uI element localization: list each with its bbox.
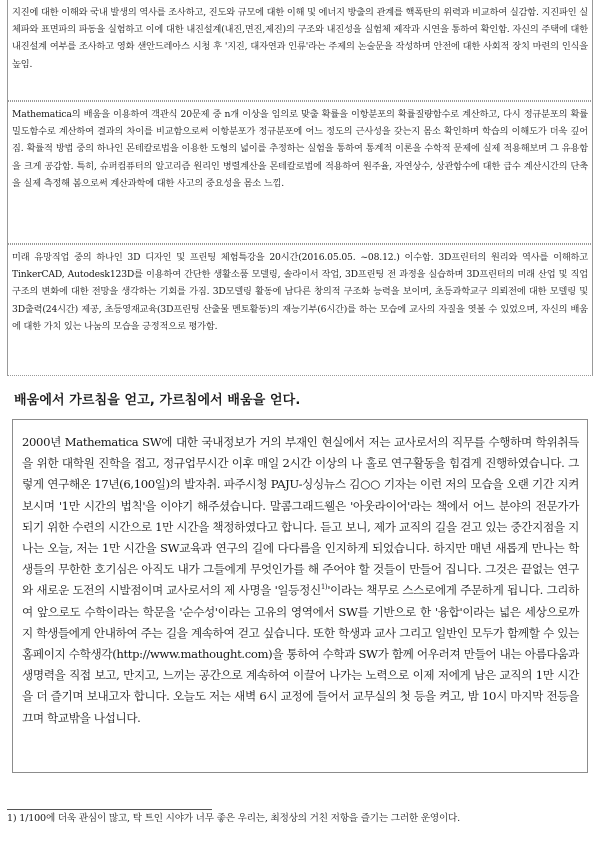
footnote-divider [7, 809, 212, 810]
record-box-3d-printing: 미래 유망직업 중의 하나인 3D 디자인 및 프린팅 체험특강을 20시간(2016.05.05. ~08.12.) 이수함. 3D프린터의 원리와 역사를 이해하고 TinkerCAD, Autodesk123D를 이용하여 간단한 생활소품 모델링, 솔라이서 작업, 3D프린팅 전 과정을 실습하며 3D프린터의 미래 산업 및 직업구조의 변화에 대한 전망을 생각하는 기회를 가짐. 3D모델링 활동에 남다른 창의적 구조화 능력을 보이며, 초등과학교구 의뢰전에 대한 모델링 및 3D출력(24시간) 제공, 초등영재교육(3D프린팅 산출물 멘토활동)의 재능기부(6시간)를 하는 모습에 교사의 자질을 엿볼 수 있었으며, 자신의 배움에 대한 가치 있는 나눔의 모습을 긍정적으로 평가함. [7, 244, 593, 376]
record-box-earthquake: 지진에 대한 이해와 국내 발생의 역사를 조사하고, 진도와 규모에 대한 이해 및 에너지 방출의 관계를 핵폭탄의 위력과 비교하여 실감함. 지진파인 실체파와 표면파의 파동을 실험하고 이에 대한 내진설계(내진,면진,제진)의 구조와 내진성을 실험체 제작과 시연을 통하여 확인함. 자신의 주택에 대한 내진설계 여부를 조사하고 영화 샌안드레아스 시청 후 '지진, 대자연과 인류'라는 주제의 논술문을 작성하며 안전에 대한 사회적 장치 마련의 인식을 높임. [7, 0, 593, 101]
section-heading: 배움에서 가르침을 얻고, 가르침에서 배움을 얻다. [14, 393, 301, 408]
essay-text-part1: 2000년 Mathematica SW에 대한 국내정보가 거의 부재인 현실에서 저는 교사로서의 직무를 수행하며 학위취득을 위한 대학원 진학을 접고, 정규업무시간 이후 매일 2시간 이상의 나 홀로 연구활동을 힘겹게 진행하였습니다. 그렇게 연구해온 17년(6,100일)의 발자취. 파주시청 PAJU-싱싱뉴스 김○○ 기자는 이런 저의 모습을 오랜 기간 지켜보시며 '1만 시간의 법칙'을 이야기 해주셨습니다. 말콤그래드웰은 '아웃라이어'라는 책에서 어느 분야의 전문가가 되기 위한 수련의 시간으로 1만 시간을 책정하였다고 합니다. 듣고 보니, 제가 교직의 길을 걷고 있는 중간지점을 지나는 오늘, 저는 1만 시간을 SW교육과 연구의 길에 다다름을 인지하게 되었습니다. 하지만 매년 새롭게 만나는 학생들의 무한한 호기심은 아직도 내가 그들에게 무엇인가를 해 주어야 할 것들이 만들어 집니다. 그것은 끝없는 연구와 새로운 도전의 시발점이며 교사로서의 제 사명을 '일등정신 [22, 435, 579, 598]
essay-text-part2: '이라는 책무로 스스로에게 주문하게 됩니다. 그리하여 앞으로도 수학이라는 학문을 '순수성'이라는 고유의 영역에서 SW를 기반으로 한 '융합'이라는 넓은 세상으로까지 학생들에게 안내하여 주는 길을 계속하여 걷고 싶습니다. 또한 학생과 교사 그리고 일반인 모두가 함께할 수 있는 홈페이지 수학생각(http://www.mathought.com)을 통하여 수학과 SW가 함께 어우러져 만들어 내는 아름다움과 생명력을 직접 보고, 만지고, 느끼는 공간으로 계속하여 이끌어 나가는 노력으로 이제 저에게 남은 교직의 1만 시간을 더 즐기며 보내고자 합니다. 오늘도 저는 새벽 6시 교정에 들어서 교무실의 첫 등을 켜고, 밤 10시 마지막 전등을 끄며 학교밖을 나섭니다. [22, 583, 579, 725]
footnote-ref[interactable]: 1) [320, 583, 328, 592]
record-box-mathematica: Mathematica의 배움을 이용하여 객관식 20문제 중 n개 이상을 임의로 맞출 확률을 이항분포의 확률질량함수로 계산하고, 다시 정규분포의 확률밀도함수로 계산하여 결과의 차이를 비교함으로써 이항분포가 정규분포에 어느 정도의 근사성을 갖는지 몸소 확인하며 학습의 이해도가 더욱 깊어짐. 확률적 방법 중의 하나인 몬테칼로법을 이용한 도형의 넓이를 추정하는 실험을 통하여 통계적 이론을 수학적 문제에 실제 적용해보며 그 유용함을 크게 공감함. 특히, 슈퍼컴퓨터의 알고리즘 원리인 병렬계산을 몬테칼로법에 적용하여 원주율, 자연상수, 상관함수에 대한 급수 계산시간의 단축을 실제 측정해 봄으로써 계산과학에 대한 사고의 중요성을 몸소 느낌. [7, 101, 593, 244]
essay-box [12, 419, 588, 773]
footnote: 1) 1/100에 더욱 관심이 많고, 탁 트인 시야가 너무 좋은 우리는, 최정상의 거친 저항을 즐기는 그러한 운영이다. [7, 813, 460, 824]
